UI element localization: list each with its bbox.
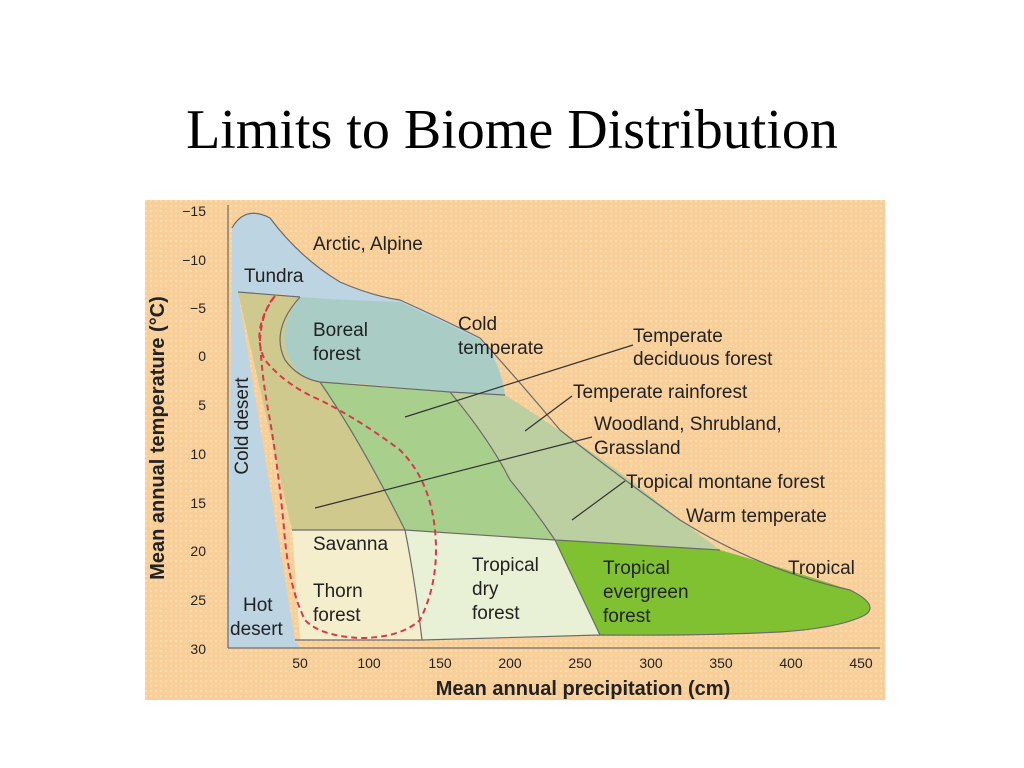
label-tundra: Tundra bbox=[244, 266, 304, 287]
y-tick-3: −5 bbox=[190, 300, 206, 316]
label-tropical-dry-line1: Tropical bbox=[472, 555, 539, 576]
label-thorn-forest-line2: forest bbox=[313, 605, 361, 626]
label-temperate-deciduous-line1: Temperate bbox=[633, 326, 723, 347]
x-tick-8: 400 bbox=[779, 655, 803, 671]
x-ticks bbox=[292, 655, 873, 671]
y-tick-6: 10 bbox=[190, 446, 206, 462]
x-tick-9: 450 bbox=[849, 655, 873, 671]
y-tick-1: −15 bbox=[182, 203, 206, 219]
x-axis-title: Mean annual precipitation (cm) bbox=[435, 678, 731, 700]
label-hot-desert-line2: desert bbox=[230, 619, 283, 640]
x-tick-7: 350 bbox=[709, 655, 733, 671]
x-tick-3: 150 bbox=[428, 655, 452, 671]
x-tick-5: 250 bbox=[568, 655, 592, 671]
region-hot-desert bbox=[228, 640, 300, 648]
label-tropical: Tropical bbox=[788, 558, 855, 579]
y-tick-7: 15 bbox=[190, 495, 206, 511]
x-tick-1: 50 bbox=[292, 655, 308, 671]
slide-title: Limits to Biome Distribution bbox=[186, 99, 838, 161]
label-arctic-alpine: Arctic, Alpine bbox=[313, 234, 423, 255]
label-tropical-dry-line2: dry bbox=[472, 579, 499, 600]
label-savanna: Savanna bbox=[313, 534, 389, 555]
label-tropical-dry-line3: forest bbox=[472, 603, 520, 624]
label-temperate-rainforest: Temperate rainforest bbox=[573, 382, 748, 403]
y-tick-8: 20 bbox=[190, 543, 206, 559]
label-tropical-evergreen-line2: evergreen bbox=[603, 582, 689, 603]
label-boreal-line1: Boreal bbox=[313, 320, 368, 341]
x-tick-4: 200 bbox=[498, 655, 522, 671]
label-temperate-deciduous-line2: deciduous forest bbox=[633, 349, 773, 370]
label-cold-temperate-line1: Cold bbox=[458, 314, 498, 335]
label-tropical-evergreen-line1: Tropical bbox=[603, 558, 670, 579]
label-thorn-forest-line1: Thorn bbox=[313, 581, 363, 602]
label-warm-temperate: Warm temperate bbox=[686, 506, 827, 527]
y-axis-title: Mean annual temperature (°C) bbox=[147, 296, 169, 580]
y-tick-2: −10 bbox=[182, 252, 206, 268]
x-tick-6: 300 bbox=[639, 655, 663, 671]
label-woodland-line2: Grassland bbox=[594, 438, 681, 459]
label-cold-temperate-line2: temperate bbox=[458, 338, 544, 359]
label-tropical-montane: Tropical montane forest bbox=[626, 472, 825, 493]
label-hot-desert-line1: Hot bbox=[243, 595, 273, 616]
x-tick-2: 100 bbox=[357, 655, 381, 671]
y-tick-5: 5 bbox=[198, 397, 206, 413]
label-woodland-line1: Woodland, Shrubland, bbox=[594, 414, 782, 435]
y-tick-9: 25 bbox=[190, 592, 206, 608]
label-boreal-line2: forest bbox=[313, 344, 361, 365]
y-tick-4: 0 bbox=[198, 348, 206, 364]
y-tick-10: 30 bbox=[190, 641, 206, 657]
label-cold-desert: Cold desert bbox=[232, 377, 253, 475]
label-tropical-evergreen-line3: forest bbox=[603, 606, 651, 627]
